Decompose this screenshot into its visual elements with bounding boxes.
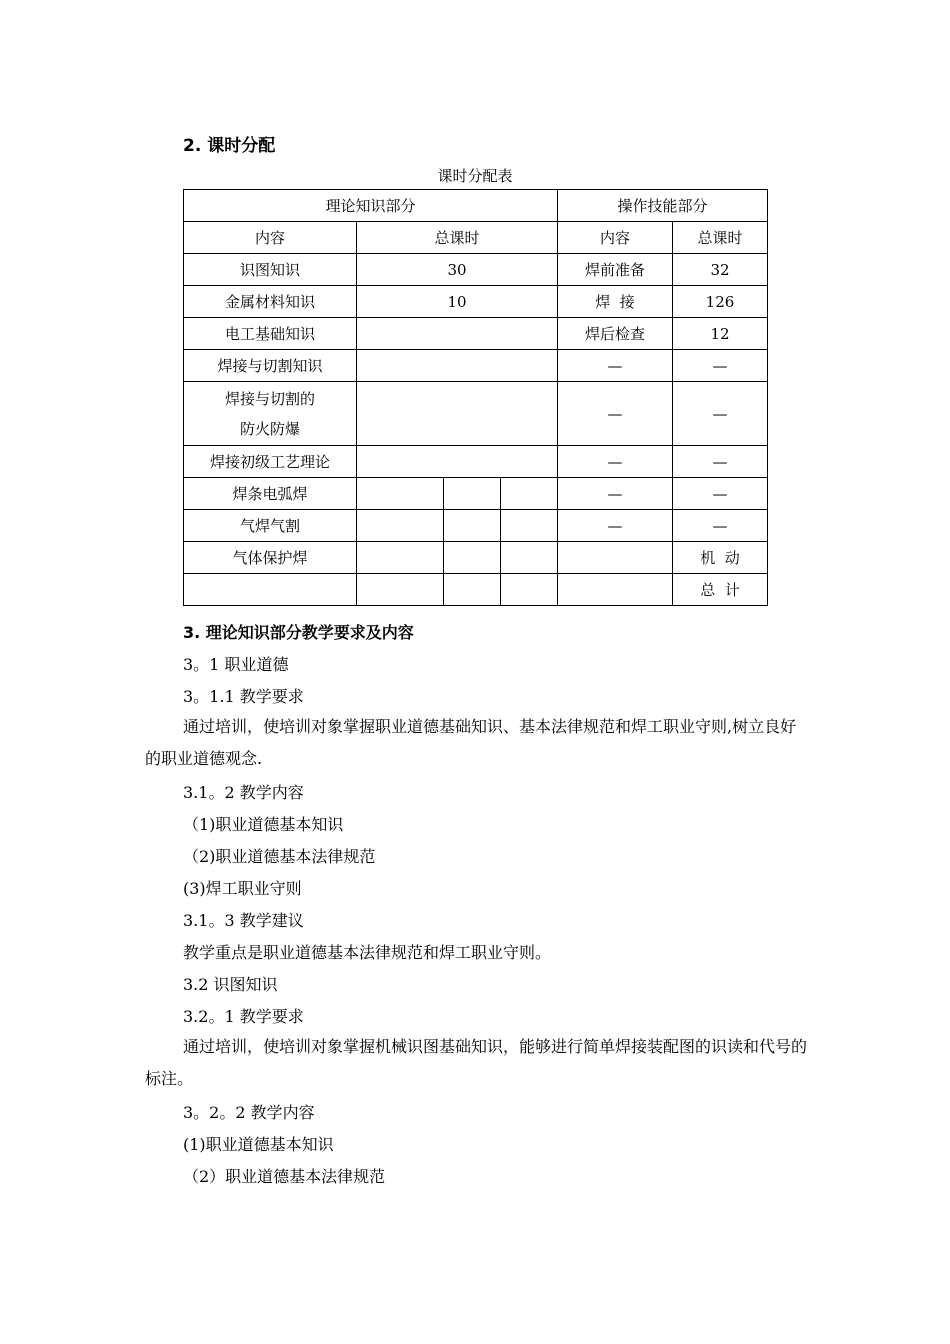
section-3-heading: 3. 理论知识部分教学要求及内容 (183, 623, 414, 642)
list-item: （2)职业道德基本法律规范 (183, 847, 376, 866)
list-item: (3)焊工职业守则 (183, 879, 302, 898)
table-cell (558, 574, 673, 606)
table-cell (357, 318, 558, 350)
subsection-heading: 3.1。2 教学内容 (183, 783, 304, 802)
table-cell (444, 542, 501, 574)
table-row (184, 350, 768, 382)
table-cell (357, 574, 444, 606)
column-header-content-skill: 内容 (558, 222, 673, 254)
section-2-heading: 2. 课时分配 (183, 136, 276, 156)
table-cell: 焊 接 (558, 286, 673, 318)
table-cell (444, 510, 501, 542)
group-header-skill: 操作技能部分 (558, 190, 768, 222)
table-cell (184, 574, 357, 606)
table-cell (501, 574, 558, 606)
table-cell: 10 (357, 286, 558, 318)
table-row (184, 542, 768, 574)
table-cell: 电工基础知识 (184, 318, 357, 350)
table-cell: — (673, 478, 768, 510)
table-cell: — (558, 446, 673, 478)
paragraph: 教学重点是职业道德基本法律规范和焊工职业守则。 (183, 943, 552, 962)
table-cell: — (558, 350, 673, 382)
table-cell (444, 478, 501, 510)
table-cell: 32 (673, 254, 768, 286)
table-cell: 12 (673, 318, 768, 350)
subsection-heading: 3。2。2 教学内容 (183, 1103, 315, 1122)
table-cell: 30 (357, 254, 558, 286)
subsection-heading: 3。1 职业道德 (183, 655, 289, 674)
paragraph: 通过培训，使培训对象掌握职业道德基础知识、基本法律规范和焊工职业守则,树立良好的职业道德观念. (145, 717, 797, 768)
table-cell (357, 382, 558, 446)
table-cell: 126 (673, 286, 768, 318)
table-row (184, 254, 768, 286)
hours-allocation-table (183, 189, 768, 606)
table-cell (357, 350, 558, 382)
table-cell: 识图知识 (184, 254, 357, 286)
column-header-hours: 总课时 (357, 222, 558, 254)
table-cell: 焊后检查 (558, 318, 673, 350)
table-row (184, 510, 768, 542)
table-cell (501, 478, 558, 510)
table-cell (357, 478, 444, 510)
table-row (184, 190, 768, 222)
table-cell (357, 446, 558, 478)
column-header-content: 内容 (184, 222, 357, 254)
table-cell: — (673, 350, 768, 382)
table-cell (357, 542, 444, 574)
table-cell (501, 510, 558, 542)
table-cell: 金属材料知识 (184, 286, 357, 318)
table-cell: 气体保护焊 (184, 542, 357, 574)
table-row (184, 382, 768, 446)
table-cell: 焊条电弧焊 (184, 478, 357, 510)
table-caption: 课时分配表 (437, 167, 513, 185)
cell-line: 防火防爆 (239, 419, 300, 438)
subsection-heading: 3。1.1 教学要求 (183, 687, 304, 706)
table-row (184, 574, 768, 606)
cell-line: 焊接与切割的 (224, 389, 315, 408)
table-cell: — (673, 382, 768, 446)
subsection-heading: 3.2 识图知识 (183, 975, 278, 994)
subsection-heading: 3.2。1 教学要求 (183, 1007, 304, 1026)
subsection-heading: 3.1。3 教学建议 (183, 911, 304, 930)
table-cell (444, 574, 501, 606)
column-header-hours-skill: 总课时 (673, 222, 768, 254)
table-cell: — (558, 510, 673, 542)
table-row (184, 286, 768, 318)
list-item: （1)职业道德基本知识 (183, 815, 344, 834)
table-cell: 焊接与切割知识 (184, 350, 357, 382)
table-cell: 气焊气割 (184, 510, 357, 542)
group-header-theory: 理论知识部分 (184, 190, 558, 222)
list-item: (1)职业道德基本知识 (183, 1135, 334, 1154)
table-cell: — (558, 382, 673, 446)
table-cell: — (673, 510, 768, 542)
paragraph: 通过培训，使培训对象掌握机械识图基础知识，能够进行简单焊接装配图的识读和代号的标注。 (145, 1037, 808, 1088)
table-cell: — (673, 446, 768, 478)
table-cell (357, 510, 444, 542)
table-cell: — (558, 478, 673, 510)
table-row (184, 478, 768, 510)
table-cell (501, 542, 558, 574)
table-row (184, 318, 768, 350)
table-cell: 机 动 (673, 542, 768, 574)
table-row (184, 446, 768, 478)
table-cell (184, 382, 357, 446)
table-cell (558, 542, 673, 574)
table-cell: 总 计 (673, 574, 768, 606)
table-cell: 焊前准备 (558, 254, 673, 286)
table-cell: 焊接初级工艺理论 (184, 446, 357, 478)
list-item: （2）职业道德基本法律规范 (183, 1167, 386, 1186)
table-row (184, 222, 768, 254)
